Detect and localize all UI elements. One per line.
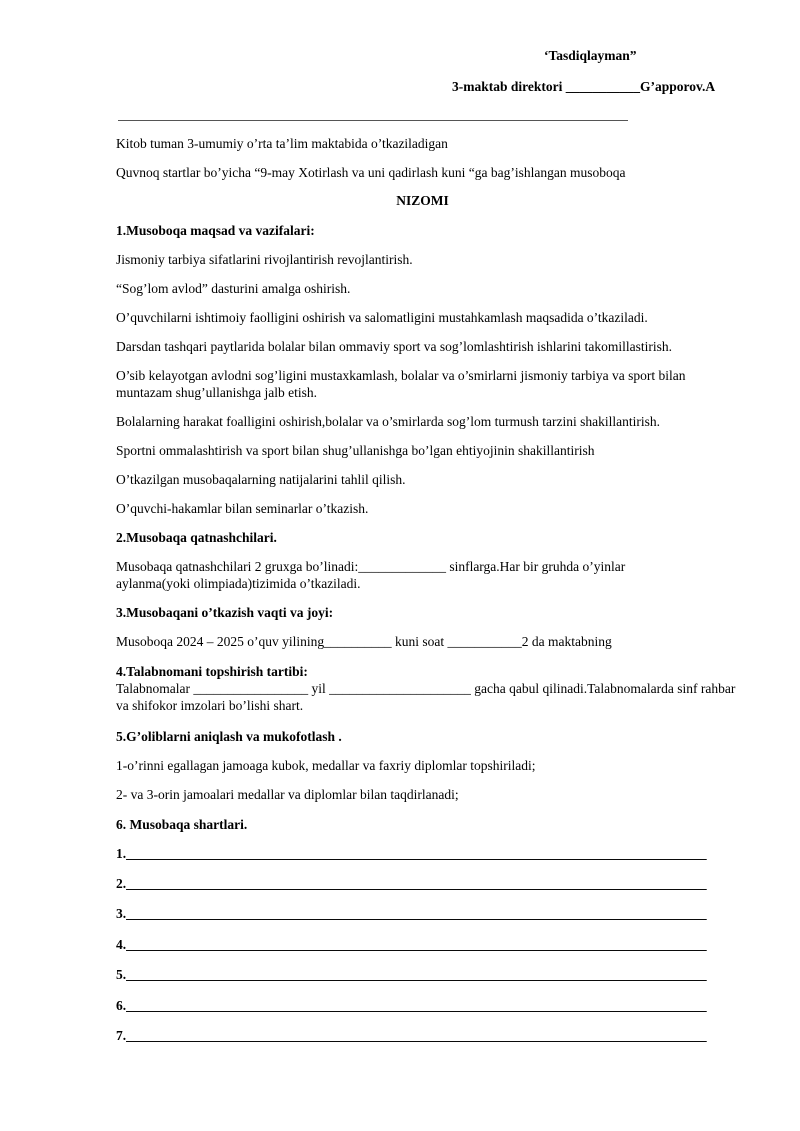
section-1-item: O’quvchi-hakamlar bilan seminarlar o’tkazish. xyxy=(116,501,369,516)
section-4-heading: 4.Talabnomani topshirish tartibi: xyxy=(116,664,308,679)
section-3-heading: 3.Musobaqani o’tkazish vaqti va joyi: xyxy=(116,605,334,620)
section-5-item: 1-o’rinni egallagan jamoaga kubok, medallar va faxriy diplomlar topshiriladi; xyxy=(116,758,536,773)
section-1-item: Bolalarning harakat foalligini oshirish,bolalar va o’smirlarda sog’lom turmush tarzini shakillantirish. xyxy=(116,414,661,429)
intro-line-2: Quvnoq startlar bo’yicha “9-may Xotirlash va uni qadirlash kuni “ga bag’ishlangan musoboqa xyxy=(116,165,626,180)
header-divider xyxy=(118,120,628,121)
section-1-item: Darsdan tashqari paytlarida bolalar bilan ommaviy sport va sog’lomlashtirish ishlarini takomillastirish. xyxy=(116,339,673,354)
condition-line-2: 2.______________________________________________________________________________________ xyxy=(116,876,707,891)
approval-title: ‘Tasdiqlayman” xyxy=(544,48,637,63)
condition-line-5: 5.______________________________________________________________________________________ xyxy=(116,967,707,982)
condition-line-7: 7.______________________________________________________________________________________ xyxy=(116,1028,707,1043)
section-1-item: “Sog’lom avlod” dasturini amalga oshirish. xyxy=(116,281,351,296)
section-6-heading: 6. Musobaqa shartlari. xyxy=(116,817,248,832)
condition-line-1: 1.______________________________________________________________________________________ xyxy=(116,846,707,861)
section-5-heading: 5.G’oliblarni aniqlash va mukofotlash . xyxy=(116,729,342,744)
intro-line-1: Kitob tuman 3-umumiy o’rta ta’lim maktabida o’tkaziladigan xyxy=(116,136,448,151)
section-1-item: O’quvchilarni ishtimoiy faolligini oshirish va salomatligini mustahkamlash maqsadida o’tkaziladi. xyxy=(116,310,648,325)
section-3-text: Musoboqa 2024 – 2025 o’quv yilining__________ kuni soat ___________2 da maktabning xyxy=(116,634,612,649)
section-5-item: 2- va 3-orin jamoalari medallar va diplomlar bilan taqdirlanadi; xyxy=(116,787,459,802)
section-2-text: Musobaqa qatnashchilari 2 gruxga bo’linadi:_____________ sinflarga.Har bir gruhda o’yinlar aylanma(yoki olimpiada)tizimida o’tkaziladi. xyxy=(116,559,626,591)
condition-line-4: 4.______________________________________________________________________________________ xyxy=(116,937,707,952)
condition-line-3: 3.______________________________________________________________________________________ xyxy=(116,906,707,921)
document-title: NIZOMI xyxy=(396,193,449,208)
section-4-text: Talabnomalar _________________ yil _____________________ gacha qabul qilinadi.Talabnomalarda sinf rahbar va shifokor imzolari bo’lishi shart. xyxy=(116,681,736,713)
section-1-item: O’sib kelayotgan avlodni sog’ligini mustaxkamlash, bolalar va o’smirlarni jismoniy tarbiya va sport bilan muntazam shug’ullanishga jalb etish. xyxy=(116,368,686,400)
section-1-item: Jismoniy tarbiya sifatlarini rivojlantirish revojlantirish. xyxy=(116,252,413,267)
section-1-heading: 1.Musoboqa maqsad va vazifalari: xyxy=(116,223,315,238)
director-signature-line: 3-maktab direktori ___________G’apporov.A xyxy=(452,79,716,94)
section-2-heading: 2.Musobaqa qatnashchilari. xyxy=(116,530,277,545)
section-1-item: Sportni ommalashtirish va sport bilan shug’ullanishga bo’lgan ehtiyojinin shakillantirish xyxy=(116,443,595,458)
section-1-item: O’tkazilgan musobaqalarning natijalarini tahlil qilish. xyxy=(116,472,406,487)
condition-line-6: 6.______________________________________________________________________________________ xyxy=(116,998,707,1013)
